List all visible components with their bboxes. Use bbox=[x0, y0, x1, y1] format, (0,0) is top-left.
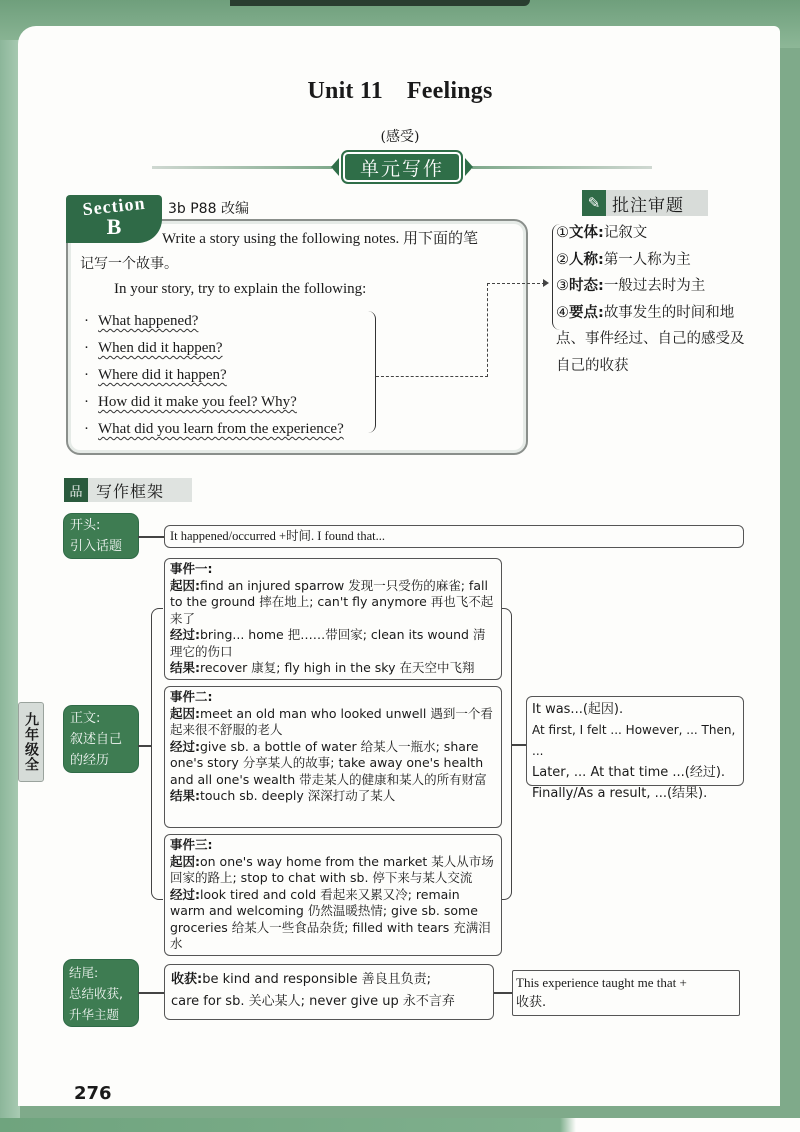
section-letter: B bbox=[106, 214, 122, 239]
question-list bbox=[84, 309, 344, 444]
sentence-pattern-box: It was...(起因). At first, I felt ... However, ... Then, ... Later, ... At that time ...(经过). Finally/As a result, ...(结果). bbox=[526, 696, 744, 786]
source-reference: 3b P88 改编 bbox=[168, 201, 249, 217]
task-intro-en: Write a story using the following notes. 用下面的笔 bbox=[162, 231, 479, 247]
section-word: Section bbox=[81, 192, 147, 220]
banner-rule-right bbox=[472, 166, 652, 169]
annotation-item: ③时态:一般过去时为主 bbox=[556, 278, 706, 294]
section-banner: 单元写作 bbox=[343, 152, 461, 182]
annotation-header: ✎ 批注审题 bbox=[582, 190, 708, 216]
scan-shadow bbox=[230, 0, 530, 6]
connector-line bbox=[512, 744, 526, 746]
body-tag: 正文: 叙述自己 的经历 bbox=[64, 706, 138, 772]
structure-diagram-icon: 品 bbox=[69, 484, 83, 500]
task-prompt: In your story, try to explain the following: bbox=[114, 281, 367, 297]
page-subtitle: (感受) bbox=[380, 129, 420, 145]
banner-rule-left bbox=[152, 166, 332, 169]
ending-tag: 结尾: 总结收获, 升华主题 bbox=[64, 960, 138, 1026]
banner-arrow-right-icon bbox=[465, 158, 473, 176]
ending-pattern-box: This experience taught me that + 收获. bbox=[512, 970, 740, 1016]
annotation-item: ②人称:第一人称为主 bbox=[556, 251, 691, 268]
dashed-connector bbox=[487, 283, 545, 284]
events-brace-left bbox=[151, 608, 163, 900]
pencil-note-icon: ✎ bbox=[587, 194, 601, 212]
event-box-3: 事件三: 起因:on one's way home from the market 某人从市场回家的路上; stop to chat with sb. 停下来与某人交流 经过:look tired and cold 看起来又累又冷; remain warm and welcoming 仍然温暖热情; give sb. some groceries 给某人一些食品杂货; filled with tears 充满泪水 bbox=[164, 834, 502, 956]
question-item: · How did it make you feel? Why? bbox=[84, 394, 297, 410]
section-badge bbox=[66, 192, 162, 243]
question-item: · Where did it happen? bbox=[84, 367, 227, 383]
bottom-border-band bbox=[0, 1118, 800, 1132]
task-box bbox=[66, 214, 528, 455]
questions-brace bbox=[366, 311, 376, 433]
title-topic: Feelings bbox=[406, 78, 493, 104]
annotation-list bbox=[556, 220, 756, 379]
grade-tab: 九年级全 bbox=[18, 702, 44, 782]
question-item: · What did you learn from the experience? bbox=[84, 421, 344, 437]
annotation-item: ④要点:故事发生的时间和地点、事件经过、自己的感受及自己的收获 bbox=[556, 304, 745, 374]
task-intro-cn: 记写一个故事。 bbox=[80, 256, 178, 272]
left-border-band bbox=[0, 40, 20, 1120]
question-item: · When did it happen? bbox=[84, 340, 223, 356]
event-box-2: 事件二: 起因:meet an old man who looked unwell 遇到一个看起来很不舒服的老人 经过:give sb. a bottle of water 给某人一瓶水; share one's story 分享某人的故事; take away one's health and all one's wealth 带走某人的健康和某人的所有财富 结果:touch sb. deeply 深深打动了某人 bbox=[164, 686, 502, 828]
connector-line bbox=[494, 992, 512, 994]
opening-tag: 开头: 引入话题 bbox=[64, 514, 138, 558]
dashed-connector bbox=[376, 376, 488, 377]
page-title bbox=[0, 78, 800, 105]
connector-line bbox=[138, 536, 164, 538]
connector-line bbox=[138, 745, 152, 747]
opening-box: It happened/occurred +时间. I found that... bbox=[164, 525, 744, 548]
connector-line bbox=[138, 992, 164, 994]
annotation-item: ①文体:记叙文 bbox=[556, 225, 648, 241]
arrow-right-icon bbox=[543, 279, 549, 287]
banner-arrow-left-icon bbox=[331, 158, 339, 176]
page-number: 276 bbox=[74, 1083, 112, 1104]
title-unit: Unit 11 bbox=[307, 78, 383, 104]
framework-header: 品 写作框架 bbox=[64, 478, 192, 502]
question-item: · What happened? bbox=[84, 313, 199, 329]
event-box-1: 事件一: 起因:find an injured sparrow 发现一只受伤的麻雀; fall to the ground 摔在地上; can't fly anymore 再也飞不起来了 经过:bring... home 把……带回家; clean its wound 清理它的伤口 结果:recover 康复; fly high in the sky 在天空中飞翔 bbox=[164, 558, 502, 680]
dashed-connector bbox=[487, 283, 488, 377]
gain-box: 收获:be kind and responsible 善良且负责; care for sb. 关心某人; never give up 永不言弃 bbox=[164, 964, 494, 1020]
